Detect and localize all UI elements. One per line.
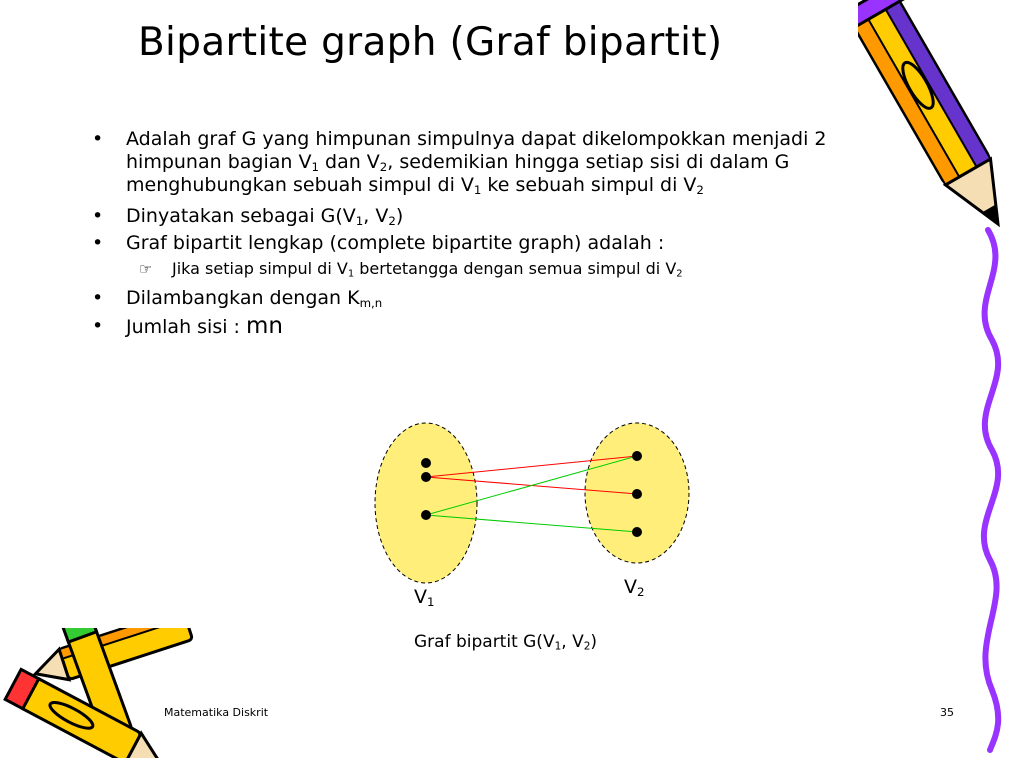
subscript: 1 [355, 213, 364, 228]
bullet-dot: • [92, 232, 104, 254]
bullet-text: Dinyatakan sebagai G(V [126, 205, 356, 227]
subscript: m,n [359, 295, 383, 310]
v1-label [414, 588, 435, 607]
bullet-text: ke sebuah simpul di V [481, 174, 697, 196]
slide-title: Bipartite graph (Graf bipartit) [138, 20, 723, 65]
sub-bullet-text: bertetangga dengan semua simpul di V [354, 259, 677, 278]
subscript: 2 [676, 268, 683, 280]
pointing-hand-icon: ☞ [139, 260, 153, 278]
subscript: 1 [311, 159, 319, 174]
vertex-v2-2 [632, 489, 642, 499]
bullet-dot: • [92, 315, 104, 337]
footer-course-title: Matematika Diskrit [164, 706, 269, 719]
vertex-v1-3 [421, 510, 431, 520]
footer-page-number: 35 [940, 706, 954, 719]
subscript: 1 [347, 268, 355, 280]
caption-text: ) [590, 632, 598, 652]
v2-label [624, 578, 645, 597]
v2-label-text: V [624, 576, 637, 598]
subscript: 2 [379, 159, 388, 174]
graph-caption [414, 632, 597, 652]
subscript: 2 [696, 182, 704, 197]
v1-label-text: V [414, 586, 427, 608]
subscript: 1 [427, 594, 435, 609]
bullet-text: dan V [318, 151, 380, 173]
subscript: 1 [473, 182, 482, 197]
bullet-text: , V [363, 205, 389, 227]
vertex-v1-2 [421, 472, 431, 482]
caption-text: Graf bipartit G(V [414, 632, 555, 652]
bullet-text: Graf bipartit lengkap (complete bipartite graph) adalah : [126, 232, 665, 254]
vertex-v2-1 [632, 451, 642, 461]
bullet-dot: • [92, 128, 104, 150]
vertex-v2-3 [632, 527, 642, 537]
bullet-text: Jumlah sisi : [126, 316, 246, 338]
sub-bullet-text: Jika setiap simpul di V [172, 259, 348, 278]
vertex-set-v1-ellipse [375, 423, 477, 583]
bullet-dot: • [92, 287, 104, 309]
vertex-v1-1 [421, 458, 431, 468]
bullet-text: Dilambangkan dengan K [126, 287, 360, 309]
bullet-text: Adalah graf G yang himpunan simpulnya dapat dikelompokkan menjadi 2 himpunan bagian V [126, 128, 827, 173]
subscript: 2 [583, 640, 591, 653]
emphasis-text: mn [246, 313, 283, 339]
caption-text: , V [561, 632, 584, 652]
subscript: 2 [637, 584, 645, 599]
bullet-dot: • [92, 205, 104, 227]
bullet-text: ) [395, 205, 404, 227]
bullet-text: , sedemikian hingga setiap sisi di dalam G menghubungkan sebuah simpul di V [126, 151, 790, 196]
subscript: 2 [388, 213, 396, 228]
subscript: 1 [554, 640, 562, 653]
